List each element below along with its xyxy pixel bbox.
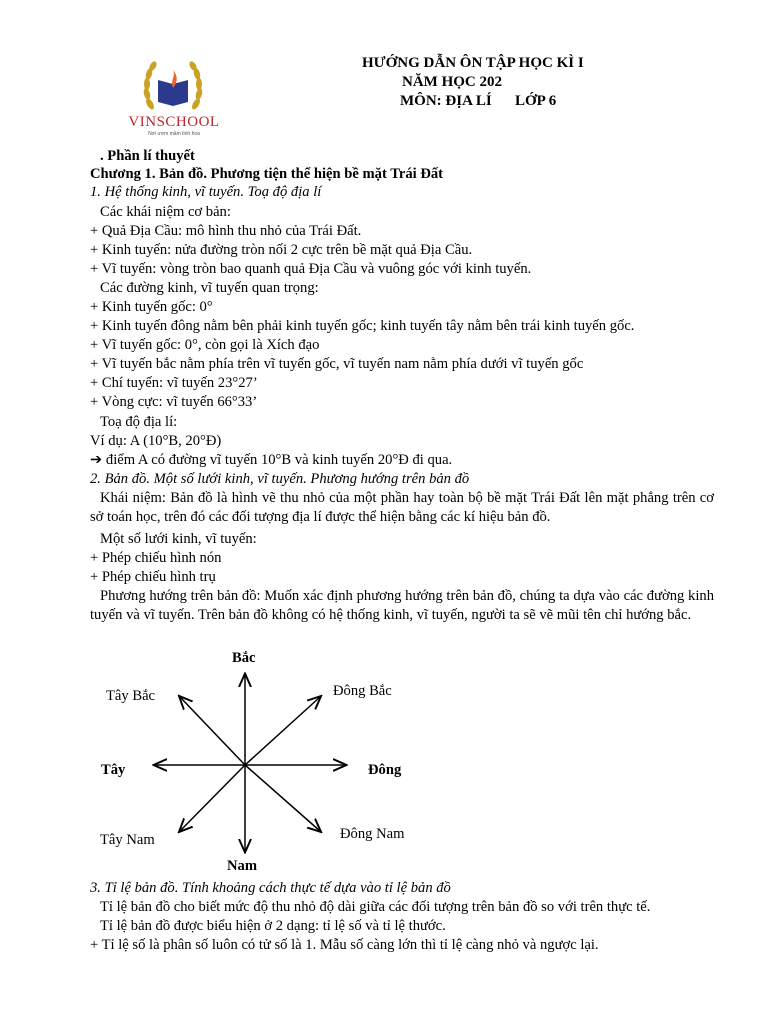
compass-east-label: Đông	[368, 762, 402, 778]
compass-northeast-label: Đông Bắc	[333, 683, 392, 699]
compass-southeast-label: Đông Nam	[340, 826, 405, 842]
text-line: Một số lưới kinh, vĩ tuyến:	[100, 531, 257, 547]
text-line: Ví dụ: A (10°B, 20°Đ)	[90, 433, 222, 449]
southeast-arrow	[245, 765, 320, 831]
arrow-text-line: ➔ điểm A có đường vĩ tuyến 10°B và kinh tuyến 20°Đ đi qua.	[90, 452, 453, 468]
text-line: + Tỉ lệ số là phân số luôn có tử số là 1. Mẫu số càng lớn thì tỉ lệ càng nhỏ và ngược lại.	[90, 937, 599, 953]
part-heading: . Phần lí thuyết	[100, 148, 195, 164]
compass-southwest-label: Tây Nam	[100, 832, 155, 848]
compass-west-label: Tây	[101, 762, 126, 778]
direction-paragraph: Phương hướng trên bản đồ: Muốn xác định phương hướng trên bản đồ, chúng ta dựa vào các đường kinh tuyến và vĩ tuyến. Trên bản đồ không có hệ thống kinh, vĩ tuyến, người ta sẽ vẽ mũi tên chỉ hướng bắc.	[90, 588, 714, 623]
text-line: Các khái niệm cơ bản:	[100, 204, 231, 220]
vinschool-logo	[118, 58, 228, 138]
subsection-2-title: 2. Bản đồ. Một số lưới kinh, vĩ tuyến. Phương hướng trên bản đồ	[90, 471, 470, 487]
doc-year: NĂM HỌC 202	[402, 74, 502, 90]
right-arrow-icon: ➔	[90, 452, 106, 468]
southwest-arrow	[180, 765, 245, 831]
northwest-arrow	[180, 697, 245, 765]
doc-subject: MÔN: ĐỊA LÍ	[400, 93, 492, 109]
doc-title: HƯỚNG DẪN ÔN TẬP HỌC KÌ I	[362, 55, 584, 71]
text-line: + Quả Địa Cầu: mô hình thu nhỏ của Trái Đất.	[90, 223, 362, 239]
text-line: Tỉ lệ bản đồ cho biết mức độ thu nhỏ độ dài giữa các đối tượng trên bản đồ so với trên thực tế.	[100, 899, 651, 915]
subsection-1-title: 1. Hệ thống kinh, vĩ tuyến. Toạ độ địa lí	[90, 184, 322, 200]
text-line: + Vòng cực: vĩ tuyến 66°33’	[90, 394, 258, 410]
text-line: + Vĩ tuyến gốc: 0°, còn gọi là Xích đạo	[90, 337, 320, 353]
text-line: + Kinh tuyến: nửa đường tròn nối 2 cực trên bề mặt quả Địa Cầu.	[90, 242, 473, 258]
subsection-3-title: 3. Tỉ lệ bản đồ. Tính khoảng cách thực tế dựa vào tỉ lệ bản đồ	[90, 880, 451, 896]
text-line: + Kinh tuyến gốc: 0°	[90, 299, 213, 315]
list-item: + Phép chiếu hình nón	[90, 550, 222, 566]
text-line: + Vĩ tuyến: vòng tròn bao quanh quả Địa Cầu và vuông góc với kinh tuyến.	[90, 261, 532, 277]
list-item: + Phép chiếu hình trụ	[90, 569, 216, 585]
compass-rose-diagram	[90, 645, 530, 880]
text-line: + Chí tuyến: vĩ tuyến 23°27’	[90, 375, 258, 391]
text-line: Các đường kinh, vĩ tuyến quan trọng:	[100, 280, 319, 296]
text-line: + Kinh tuyến đông nằm bên phải kinh tuyến gốc; kinh tuyến tây nằm bên trái kinh tuyến gốc.	[90, 318, 635, 334]
compass-north-label: Bắc	[232, 650, 256, 666]
northeast-arrow	[245, 697, 320, 765]
text-line: + Vĩ tuyến bắc nằm phía trên vĩ tuyến gốc, vĩ tuyến nam nằm phía dưới vĩ tuyến gốc	[90, 356, 584, 372]
text-line: Toạ độ địa lí:	[100, 414, 178, 430]
chapter-heading: Chương 1. Bản đồ. Phương tiện thể hiện bề mặt Trái Đất	[90, 166, 444, 182]
doc-grade: LỚP 6	[515, 93, 557, 109]
logo-tagline: Nơi ươm mầm tinh hoa	[148, 131, 200, 137]
text-line: Tỉ lệ bản đồ được biểu hiện ở 2 dạng: tỉ lệ số và tỉ lệ thước.	[100, 918, 446, 934]
compass-south-label: Nam	[227, 858, 257, 874]
logo-wordmark: VINSCHOOL	[128, 114, 220, 130]
map-concept-paragraph: Khái niệm: Bản đồ là hình vẽ thu nhỏ của một phần hay toàn bộ bề mặt Trái Đất lên mặt phẳng trên cơ sở toán học, trên đó các đối tượng địa lí được thể hiện bằng các kí hiệu bản đồ.	[90, 490, 714, 525]
compass-northwest-label: Tây Bắc	[106, 688, 156, 704]
